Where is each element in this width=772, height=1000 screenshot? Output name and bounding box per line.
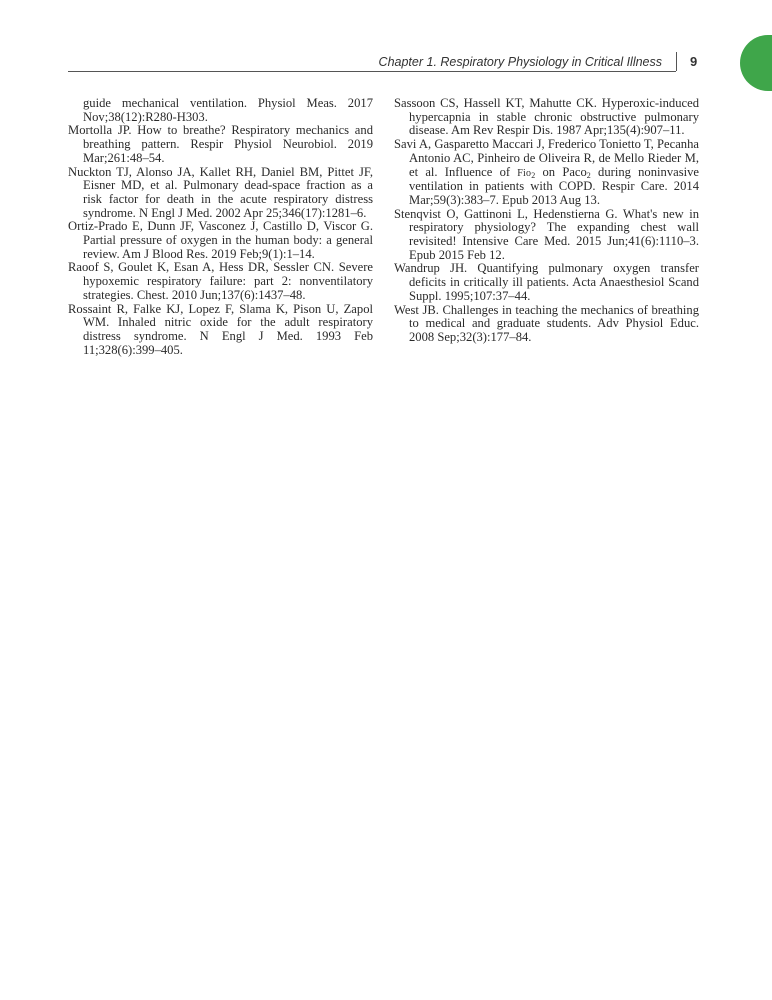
reference-item: Ortiz-Prado E, Dunn JF, Vasconez J, Castillo D, Viscor G. Partial pressure of oxygen in the human body: a general review. Am J Blood Res. 2019 Feb;9(1):1–14.: [68, 219, 373, 261]
page-number: 9: [690, 54, 698, 69]
paco2-subscript: 2: [586, 170, 591, 180]
reference-text: Savi A, Gasparetto Maccari J, Frederico Tonietto T, Pecanha Antonio AC, Pinheiro de Oliveira R, de Mello Rieder M, et al. Influence of: [394, 137, 699, 179]
fio2-subscript: 2: [531, 170, 536, 180]
reference-item: Rossaint R, Falke KJ, Lopez F, Slama K, Pison U, Zapol WM. Inhaled nitric oxide for the adult respiratory distress syndrome. N Engl J Med. 1993 Feb 11;328(6):399–405.: [68, 301, 373, 357]
header-divider: [676, 52, 677, 71]
reference-item: guide mechanical ventilation. Physiol Meas. 2017 Nov;38(12):R280-H303.: [83, 96, 373, 124]
fio2-label: Fio: [517, 167, 532, 179]
reference-item: Mortolla JP. How to breathe? Respiratory mechanics and breathing pattern. Respir Physiol Neurobiol. 2019 Mar;261:48–54.: [68, 123, 373, 165]
reference-text: on: [535, 164, 563, 179]
reference-item: Stenqvist O, Gattinoni L, Hedenstierna G. What's new in respiratory physiology? The expanding chest wall revisited! Intensive Care Med. 2015 Jun;41(6):1110–3. Epub 2015 Feb 12.: [394, 206, 699, 262]
reference-item: Sassoon CS, Hassell KT, Mahutte CK. Hyperoxic-induced hypercapnia in stable chronic obstructive pulmonary disease. Am Rev Respir Dis. 1987 Apr;135(4):907–11.: [394, 96, 699, 138]
reference-item: Nuckton TJ, Alonso JA, Kallet RH, Daniel BM, Pittet JF, Eisner MD, et al. Pulmonary dead-space fraction as a risk factor for death in the acute respiratory distress syndrome. N Engl J Med. 2002 Apr 25;346(17):1281–6.: [68, 164, 373, 220]
reference-list-right-column: [394, 97, 699, 345]
reference-item: West JB. Challenges in teaching the mechanics of breathing to medical and graduate students. Adv Physiol Educ. 2008 Sep;32(3):177–84.: [394, 302, 699, 344]
chapter-title: Chapter 1. Respiratory Physiology in Critical Illness: [378, 55, 662, 69]
paco2-label: Paco: [562, 164, 587, 179]
reference-text: during noninvasive ventilation in patients with COPD. Respir Care. 2014 Mar;59(3):383–7. Epub 2013 Aug 13.: [409, 164, 699, 207]
reference-item: Wandrup JH. Quantifying pulmonary oxygen transfer deficits in critically ill patients. Acta Anaesthesiol Scand Suppl. 1995;107:37–44.: [394, 261, 699, 303]
reference-list-left-column: [68, 97, 373, 357]
reference-item-savi: [394, 138, 699, 208]
chapter-tab-marker: [740, 35, 772, 91]
header-rule: [68, 71, 676, 72]
reference-item: Raoof S, Goulet K, Esan A, Hess DR, Sessler CN. Severe hypoxemic respiratory failure: part 2: nonventilatory strategies. Chest. 2010 Jun;137(6):1437–48.: [68, 260, 373, 302]
